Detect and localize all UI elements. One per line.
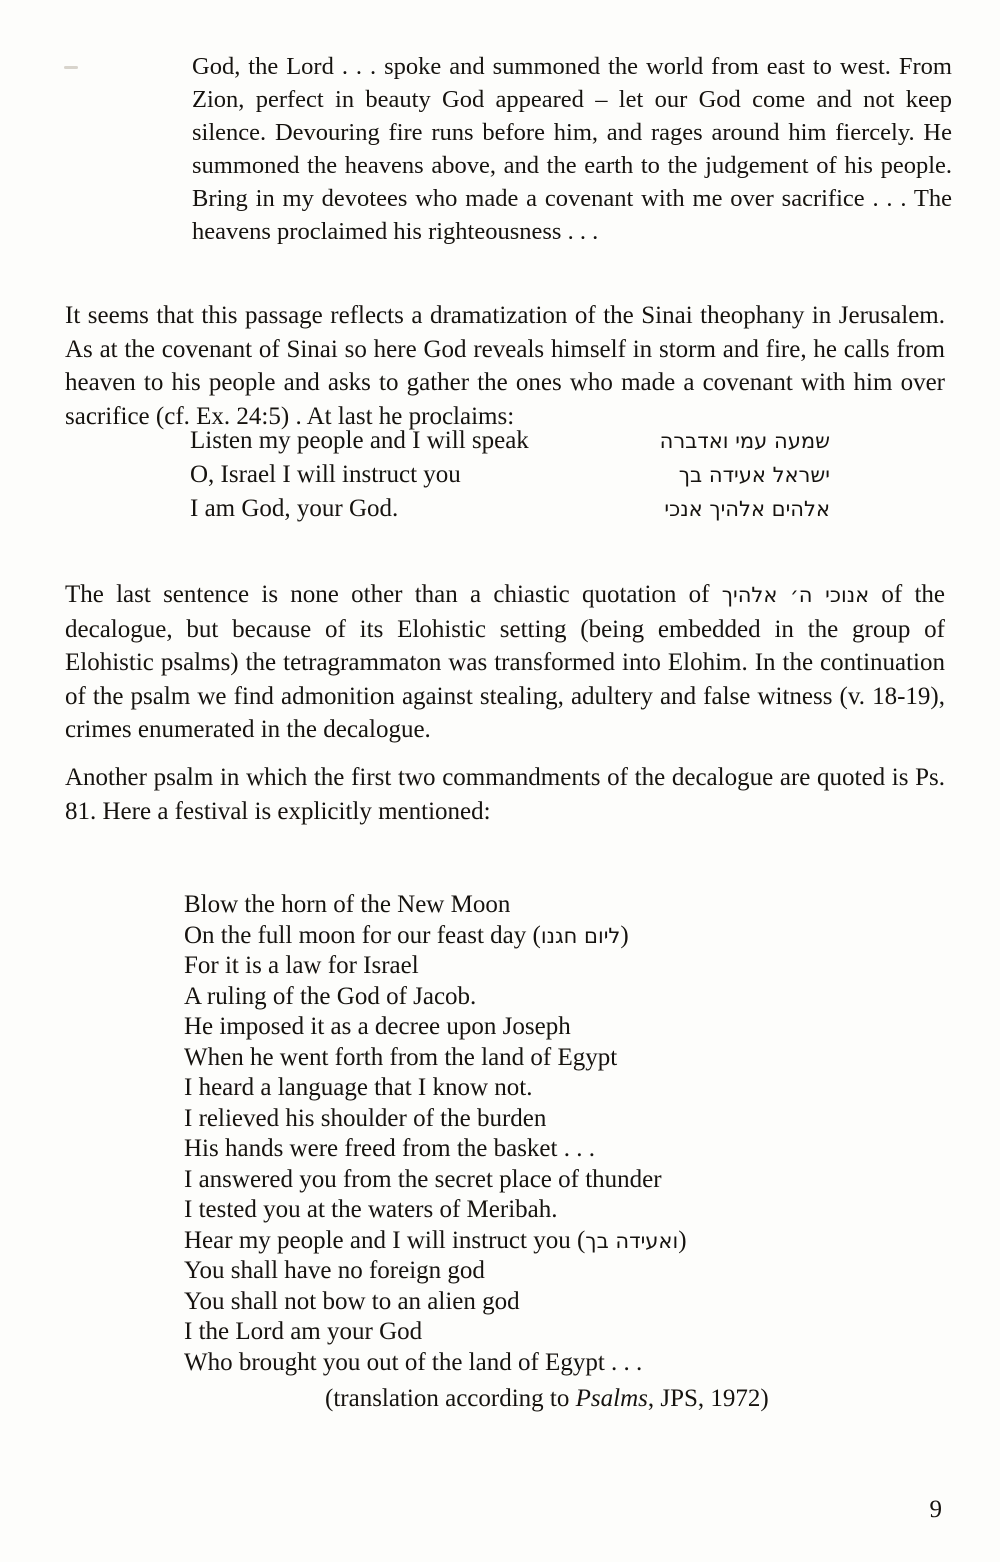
psalm-line: I answered you from the secret place of thunder — [184, 1165, 662, 1193]
psalm-line-text: On the full moon for our feast day ( — [184, 921, 541, 949]
psalm-line: Blow the horn of the New Moon — [184, 891, 511, 918]
verse-line — [190, 458, 830, 492]
verse-hebrew: אלהים אלהיך אנכי — [664, 497, 830, 521]
psalm-line-hebrew: ליום חגנו — [540, 923, 621, 948]
verse-english: I am God, your God. — [190, 495, 399, 522]
psalm-line-tail: ) — [620, 921, 629, 949]
attribution-before: (translation according to — [325, 1385, 576, 1412]
verse-english: Listen my people and I will speak — [190, 427, 529, 454]
psalm-line — [184, 1226, 884, 1257]
psalm-line-text: Hear my people and I will instruct you ( — [184, 1226, 586, 1254]
paragraph-2-hebrew-quote: אנוכי ה׳ אלהיך — [721, 583, 870, 607]
body-paragraph-2 — [65, 578, 945, 747]
psalm-line: You shall not bow to an alien god — [184, 1287, 520, 1315]
psalm-line-hebrew: ואעידה בך — [585, 1228, 679, 1253]
psalm-line: For it is a law for Israel — [184, 952, 419, 979]
psalm-line: You shall have no foreign god — [184, 1257, 485, 1284]
psalm-line: I the Lord am your God — [184, 1318, 423, 1345]
psalm-line: I relieved his shoulder of the burden — [184, 1104, 547, 1132]
verse-line — [190, 424, 830, 458]
psalm-line-tail: ) — [678, 1226, 687, 1254]
paragraph-2-before: The last sentence is none other than a chiastic quotation of — [65, 581, 722, 608]
verse-quotation-block — [190, 424, 830, 526]
attribution-source-title: Psalms — [575, 1385, 648, 1412]
body-paragraph-3: Another psalm in which the first two commandments of the decalogue are quoted is Ps. 81. Here a festival is explicitly mentioned: — [65, 764, 945, 825]
psalm-line: His hands were freed from the basket . . . — [184, 1135, 595, 1162]
psalm-line: I heard a language that I know not. — [184, 1074, 533, 1101]
psalm-line — [184, 921, 884, 952]
verse-hebrew: שמעה עמי ואדברה — [659, 429, 830, 453]
psalm-line: A ruling of the God of Jacob. — [184, 982, 477, 1010]
page-smudge-mark — [64, 66, 78, 69]
body-paragraph-1: It seems that this passage reflects a dramatization of the Sinai theophany in Jerusalem. As at the covenant of Sinai so here God reveals himself in storm and fire, he calls from heaven to his people and asks to gather the ones who made a covenant with him over sacrifice (cf. Ex. 24:5) . At last he proclaims: — [65, 302, 945, 430]
paragraph-2-after: of the decalogue, but because of its Elohistic setting (being embedded in the group of Elohistic psalms) the tetragrammaton was transformed into Elohim. In the continuation of the psalm we find admonition against stealing, adultery and false witness (v. 18-19), crimes enumerated in the decalogue. — [65, 581, 945, 743]
scripture-block-quote: God, the Lord . . . spoke and summoned the world from east to west. From Zion, perfect in beauty God appeared – let our God come and not keep silence. Devouring fire runs before him, and rages around him fiercely. He summoned the heavens above, and the earth to the judgement of his people. Bring in my devotees who made a covenant with me over sacrifice . . . The heavens proclaimed his righteousness . . . — [192, 53, 952, 245]
verse-hebrew: ישראל אעידה בך — [678, 463, 830, 487]
psalm-line: When he went forth from the land of Egypt — [184, 1043, 618, 1071]
page-number: 9 — [929, 1496, 942, 1523]
translation-attribution — [325, 1385, 769, 1413]
psalm-line: Who brought you out of the land of Egypt . . . — [184, 1348, 643, 1376]
psalm-quotation-block — [184, 890, 884, 1378]
psalm-line: He imposed it as a decree upon Joseph — [184, 1013, 571, 1040]
psalm-line: I tested you at the waters of Meribah. — [184, 1196, 558, 1223]
attribution-after: , JPS, 1972) — [647, 1385, 769, 1412]
verse-english: O, Israel I will instruct you — [190, 461, 461, 488]
verse-line — [190, 492, 830, 526]
